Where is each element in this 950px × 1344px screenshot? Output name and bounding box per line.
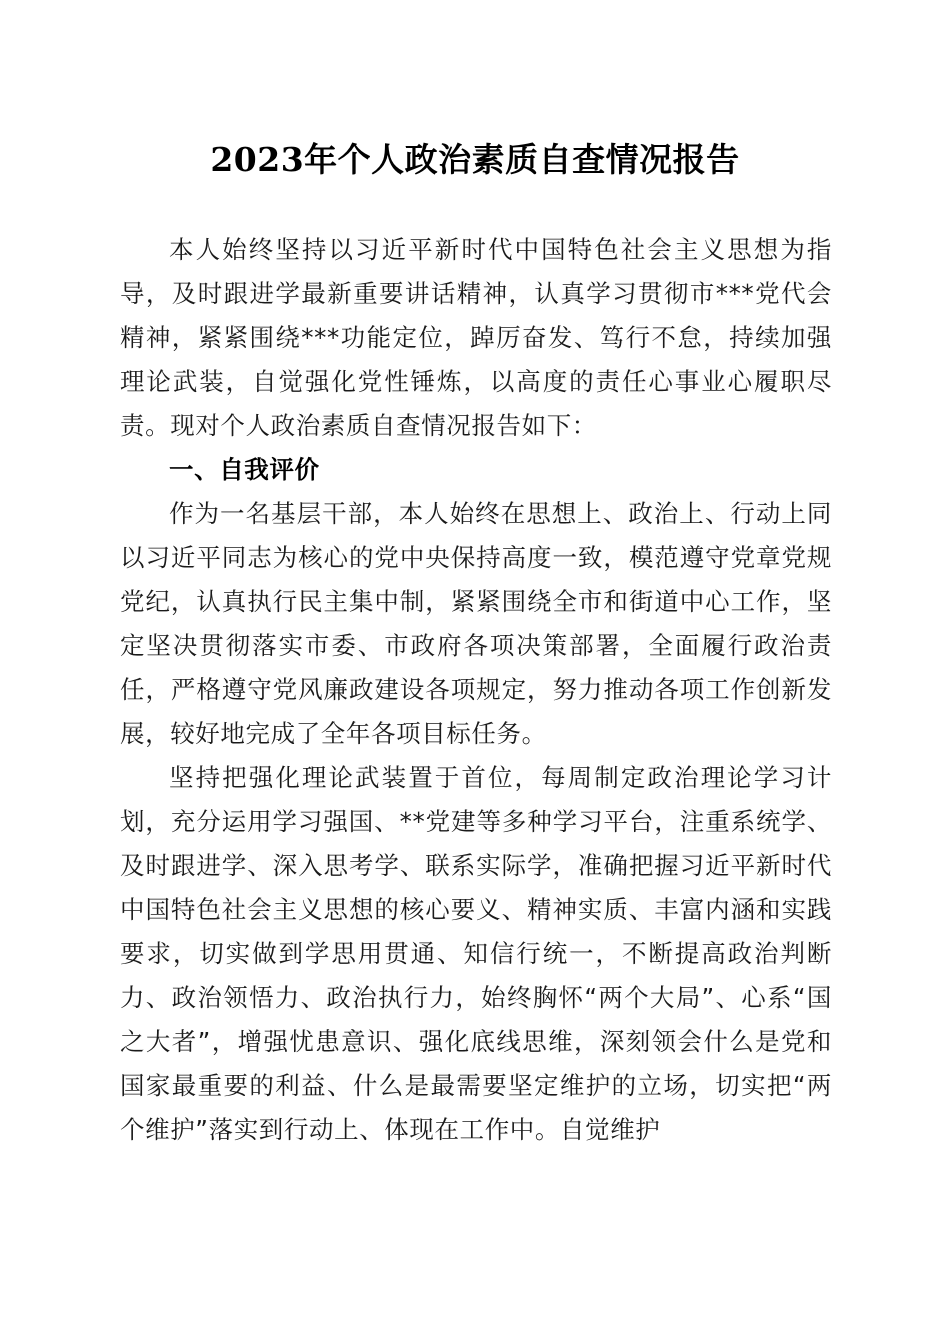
section-heading-self-evaluation: 一、自我评价 <box>169 455 320 484</box>
intro-paragraph: 本人始终坚持以习近平新时代中国特色社会主义思想为指导，及时跟进学最新重要讲话精神，认真学习贯彻市***党代会精神，紧紧围绕***功能定位，踔厉奋发、笃行不怠，持续加强理论武装，自觉强化党性锤炼，以高度的责任心事业心履职尽责。现对个人政治素质自查情况报告如下： <box>120 235 832 440</box>
document-body <box>120 228 832 1152</box>
document-title: 2023年个人政治素质自查情况报告 <box>210 140 740 179</box>
paragraph: 坚持把强化理论武装置于首位，每周制定政治理论学习计划，充分运用学习强国、**党建等多种学习平台，注重系统学、及时跟进学、深入思考学、联系实际学，准确把握习近平新时代中国特色社会主义思想的核心要义、精神实质、丰富内涵和实践要求，切实做到学思用贯通、知信行统一，不断提高政治判断力、政治领悟力、政治执行力，始终胸怀“两个大局”、心系“国之大者”，增强忧患意识、强化底线思维，深刻领会什么是党和国家最重要的利益、什么是最需要坚定维护的立场，切实把“两个维护”落实到行动上、体现在工作中。自觉维护 <box>120 763 832 1144</box>
paragraph: 作为一名基层干部，本人始终在思想上、政治上、行动上同以习近平同志为核心的党中央保持高度一致，模范遵守党章党规党纪，认真执行民主集中制，紧紧围绕全市和街道中心工作，坚定坚决贯彻落实市委、市政府各项决策部署，全面履行政治责任，严格遵守党风廉政建设各项规定，努力推动各项工作创新发展，较好地完成了全年各项目标任务。 <box>120 499 832 748</box>
